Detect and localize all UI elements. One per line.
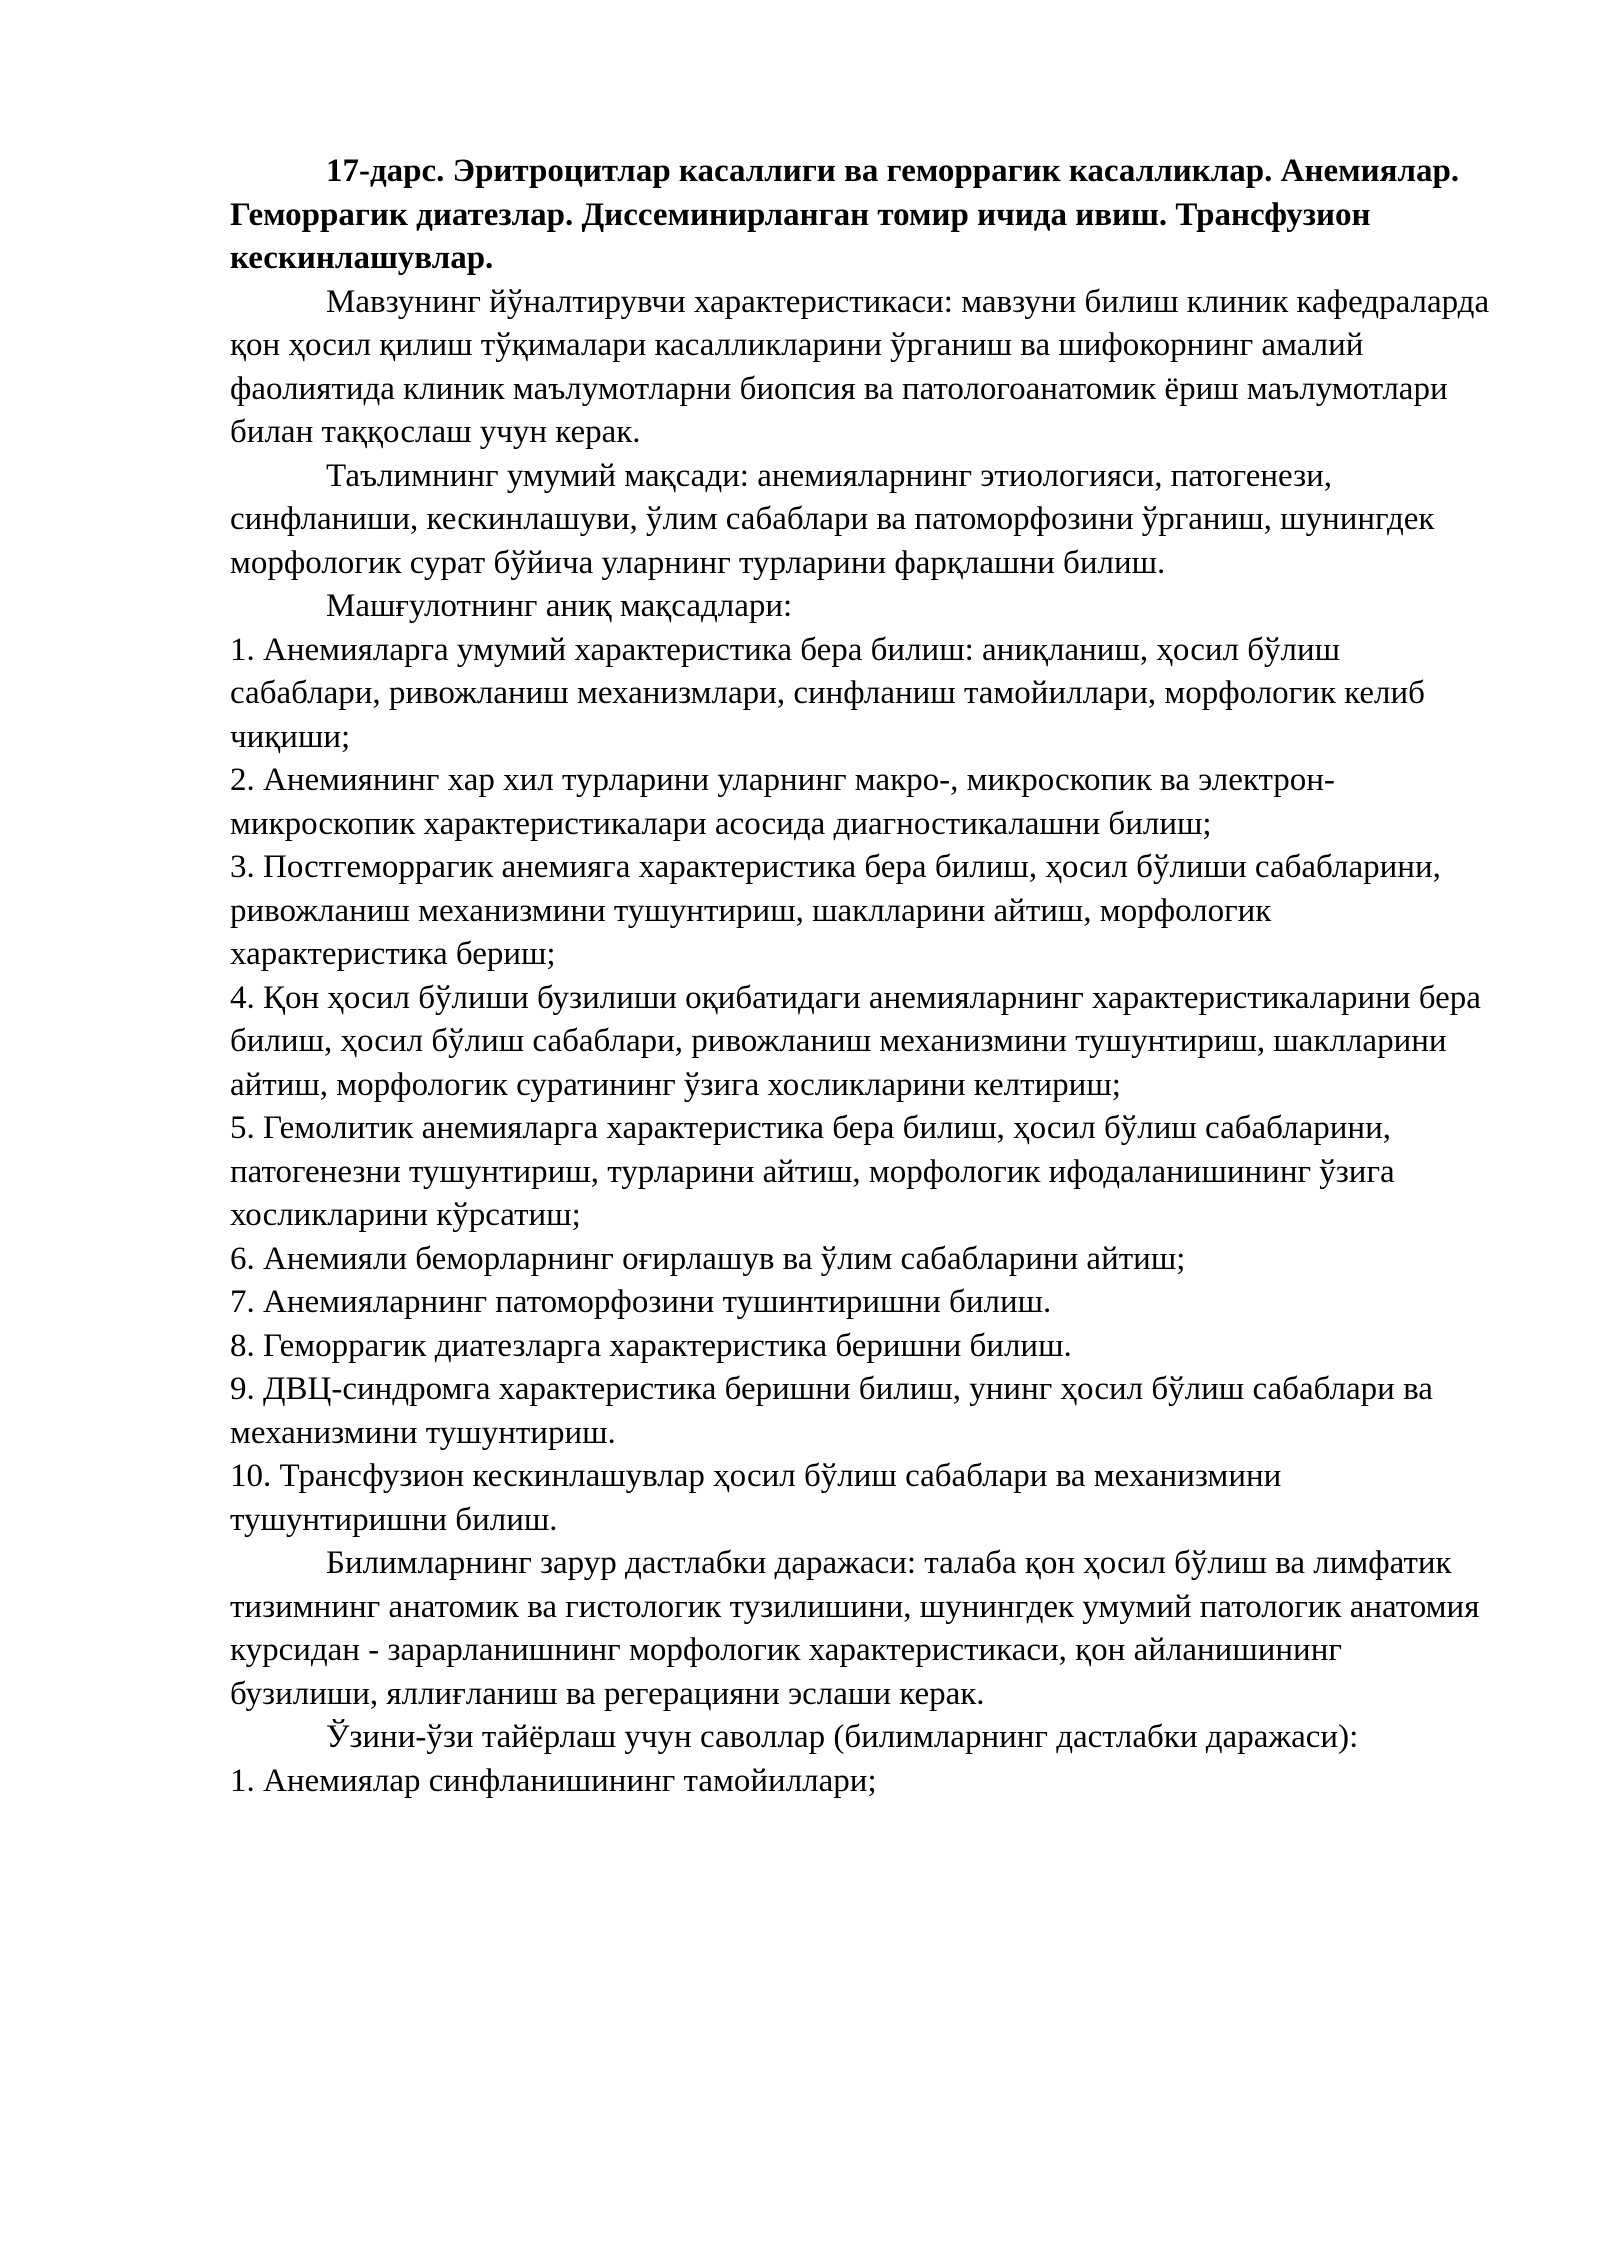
topic-paragraph: Мавзунинг йўналтирувчи характеристикаси: мавзуни билиш клиник кафедраларда қон ҳосил қилиш тўқималари касалликларини ўрганиш ва шифокорнинг амалий фаолиятида клиник маълумотларни биопсия ва патологоанатомик ёриш маълумотлари билан таққослаш учун керак. xyxy=(230,283,1490,450)
objectives-heading: Машғулотнинг аниқ мақсадлари: xyxy=(326,588,793,624)
document-page xyxy=(230,150,1490,1803)
goal-paragraph: Таълимнинг умумий мақсади: анемияларнинг этиологияси, патогенези, синфланиши, кескинлашуви, ўлим сабаблари ва патоморфозини ўрганиш, шунингдек морфологик сурат бўйича уларнинг турларини фарқлашни билиш. xyxy=(230,457,1435,581)
prerequisites-paragraph: Билимларнинг зарур дастлабки даражаси: талаба қон ҳосил бўлиш ва лимфатик тизимнинг анатомик ва гистологик тузилишини, шунингдек умумий патологик анатомия курсидан - зарарланишнинг морфологик характеристикаси, қон айланишининг бузилиши, яллиғланиш ва регерацияни эслаши керак. xyxy=(230,1545,1480,1712)
objective-item: 4. Қон ҳосил бўлиши бузилиши оқибатидаги анемияларнинг характеристикаларини бера билиш, ҳосил бўлиш сабаблари, ривожланиш механизмини тушунтириш, шаклларини айтиш, морфологик суратининг ўзига хосликларини келтириш; xyxy=(230,979,1481,1103)
objective-item: 1. Анемияларга умумий характеристика бера билиш: аниқланиш, ҳосил бўлиш сабаблари, ривожланиш механизмлари, синфланиш тамойиллари, морфологик келиб чиқиши; xyxy=(230,631,1425,755)
question-item: 1. Анемиялар синфланишининг тамойиллари; xyxy=(230,1762,877,1799)
objective-item: 10. Трансфузион кескинлашувлар ҳосил бўлиш сабаблари ва механизмини тушунтиришни билиш. xyxy=(230,1458,1282,1538)
objective-item: 7. Анемияларнинг патоморфозини тушинтиришни билиш. xyxy=(230,1284,1052,1320)
objective-item: 2. Анемиянинг хар хил турларини уларнинг макро-, микроскопик ва электрон-микроскопик характеристикалари асосида диагностикалашни билиш; xyxy=(230,762,1335,842)
objective-item: 3. Постгеморрагик анемияга характеристика бера билиш, ҳосил бўлиши сабабларини, ривожланиш механизмини тушунтириш, шаклларини айтиш, морфологик характеристика бериш; xyxy=(230,849,1441,972)
objective-item: 8. Геморрагик диатезларга характеристика беришни билиш. xyxy=(230,1327,1072,1364)
lesson-title: 17-дарс. Эритроцитлар касаллиги ва геморрагик касалликлар. Анемиялар. Геморрагик диатезлар. Диссеминирланган томир ичида ивиш. Трансфузион кескинлашувлар. xyxy=(230,153,1460,276)
objective-item: 5. Гемолитик анемияларга характеристика бера билиш, ҳосил бўлиш сабабларини, патогенезни тушунтириш, турларини айтиш, морфологик ифодаланишининг ўзига хосликларини кўрсатиш; xyxy=(230,1110,1395,1233)
objective-item: 9. ДВЦ-синдромга характеристика беришни билиш, унинг ҳосил бўлиш сабаблари ва механизмини тушунтириш. xyxy=(230,1371,1433,1451)
objective-item: 6. Анемияли беморларнинг оғирлашув ва ўлим сабабларини айтиш; xyxy=(230,1240,1186,1277)
questions-heading: Ўзини-ўзи тайёрлаш учун саволлар (билимларнинг дастлабки даражаси): xyxy=(326,1719,1359,1755)
